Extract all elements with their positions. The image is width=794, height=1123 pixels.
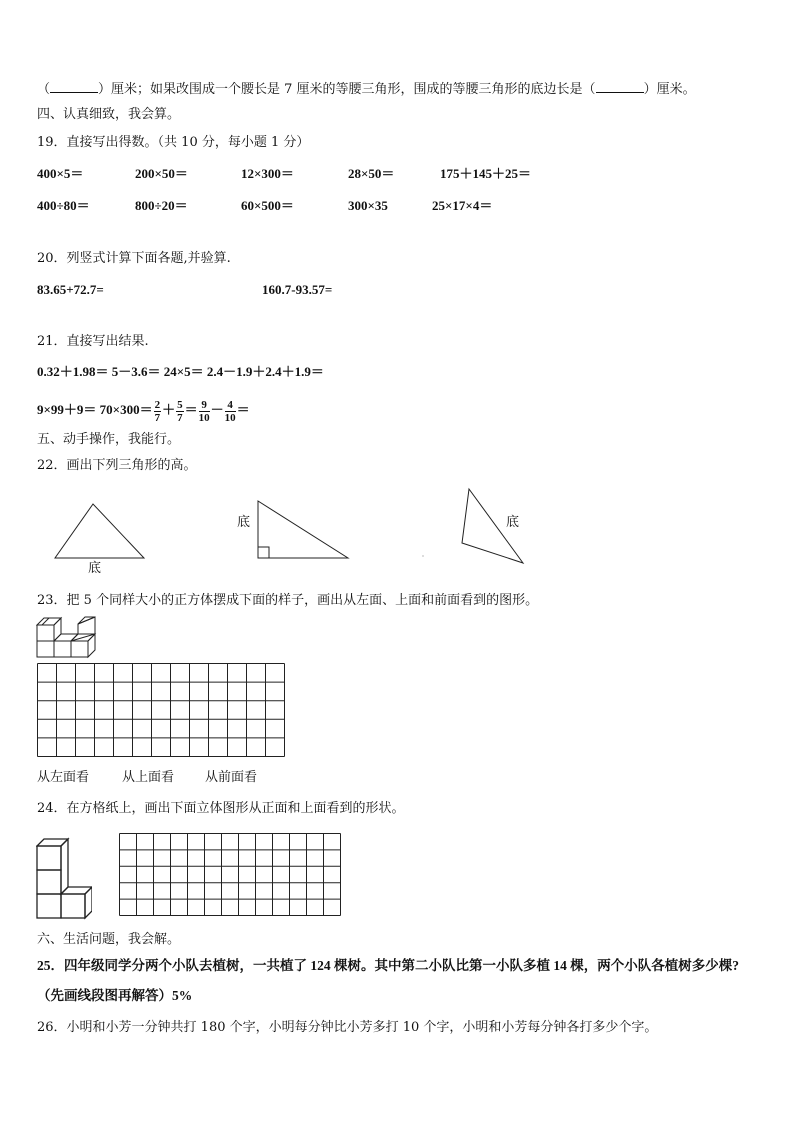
q22-triangles — [0, 480, 794, 580]
section-heading-5: 五、动手操作，我能行。 — [37, 432, 181, 447]
q24-title: 24．在方格纸上，画出下面立体图形从正面和上面看到的形状。 — [37, 801, 405, 816]
answer-blank[interactable] — [50, 80, 98, 93]
fraction: $\frac{9}{10}$ — [198, 398, 210, 424]
q22-title: 22．画出下列三角形的高。 — [37, 458, 197, 473]
base-label: 底 — [506, 515, 520, 530]
base-label: 底 — [88, 561, 102, 576]
right-angle-mark — [258, 547, 269, 558]
q19-item: 25×17×4＝ — [432, 198, 493, 213]
q23-grid-paper[interactable] — [36, 662, 286, 758]
section-heading-4: 四、认真细致，我会算。 — [37, 107, 181, 122]
triangle-right — [258, 501, 348, 558]
q21-row2: 9×99＋9＝ 70×300＝ $\frac{2}{7}$ ＋ $\frac{5}{7}$ ＝ $\frac{9}{10}$ － $\frac{4}{10}$ ＝ — [37, 398, 250, 424]
fraction: $\frac{2}{7}$ — [154, 398, 161, 424]
q19-item: 28×50＝ — [348, 166, 395, 181]
q26-title: 26．小明和小芳一分钟共打 180 个字，小明每分钟比小芳多打 10 个字，小明和小芳每分钟各打多少个字。 — [37, 1020, 658, 1035]
q19-item: 400×5＝ — [37, 166, 84, 181]
q19-title: 19．直接写出得数。（共 10 分，每小题 1 分） — [37, 135, 310, 150]
q24-cube-figure — [36, 831, 92, 921]
q19-item: 400÷80＝ — [37, 198, 90, 213]
triangle-acute — [55, 504, 144, 558]
view-label-left: 从左面看 — [37, 770, 90, 785]
q23-cube-figure — [36, 614, 98, 660]
fraction: $\frac{4}{10}$ — [224, 398, 236, 424]
q25-note: （先画线段图再解答）5% — [37, 988, 193, 1003]
view-label-front: 从前面看 — [205, 770, 258, 785]
q19-item: 12×300＝ — [241, 166, 294, 181]
section-heading-6: 六、生活问题，我会解。 — [37, 932, 181, 947]
q25-title: 25．四年级同学分两个小队去植树，一共植了 124 棵树。其中第二小队比第一小队多植 14 棵，两个小队各植树多少棵? — [37, 958, 739, 973]
q20-title: 20．列竖式计算下面各题,并验算. — [37, 251, 231, 266]
q20-item: 160.7-93.57= — [262, 282, 333, 297]
q21-row1: 0.32＋1.98＝ 5－3.6＝ 24×5＝ 2.4－1.9＋2.4＋1.9＝ — [37, 364, 324, 379]
view-label-top: 从上面看 — [122, 770, 175, 785]
q19-item: 175＋145＋25＝ — [440, 166, 532, 181]
q23-title: 23．把 5 个同样大小的正方体摆成下面的样子，画出从左面、上面和前面看到的图形。 — [37, 593, 539, 608]
q24-grid-paper[interactable] — [118, 832, 342, 918]
q19-item: 800÷20＝ — [135, 198, 188, 213]
q21-title: 21．直接写出结果. — [37, 334, 149, 349]
fraction: $\frac{5}{7}$ — [177, 398, 183, 424]
q19-item: 60×500＝ — [241, 198, 294, 213]
answer-blank[interactable] — [596, 80, 644, 93]
q18-tail-line: （ ）厘米；如果改围成一个腰长是 7 厘米的等腰三角形，围成的等腰三角形的底边长是（ ）厘米。 — [37, 82, 696, 97]
q19-item: 200×50＝ — [135, 166, 188, 181]
base-label: 底 — [237, 515, 251, 530]
q19-item: 300×35 — [348, 198, 388, 213]
q20-item: 83.65+72.7= — [37, 282, 104, 297]
